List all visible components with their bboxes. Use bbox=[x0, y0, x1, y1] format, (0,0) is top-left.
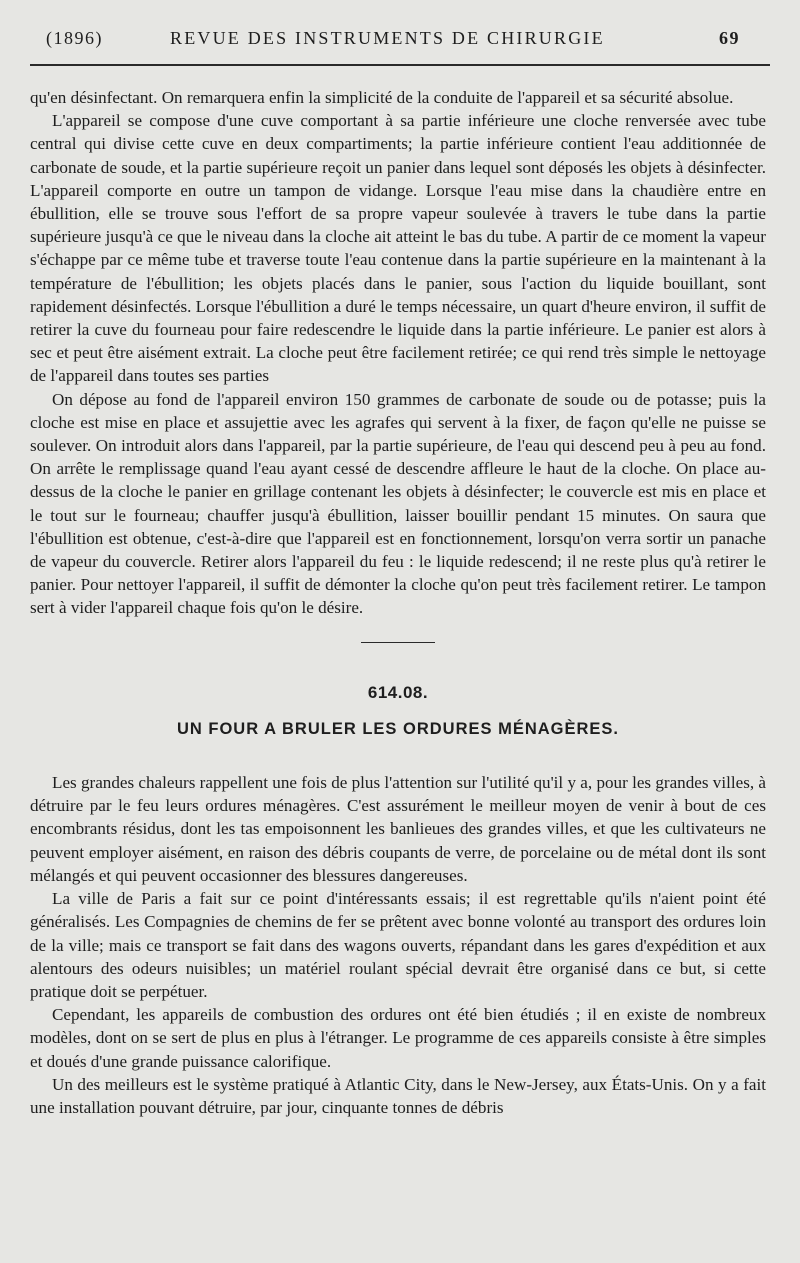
page-number: 69 bbox=[719, 28, 740, 48]
paragraph: L'appareil se compose d'une cuve comportant à sa partie inférieure une cloche renversée avec tube central qui divise cette cuve en deux compartiments; la partie inférieure contient l'eau additionnée de carbonate de soude, et la partie supérieure reçoit un panier dans lequel sont déposés les objets à désinfecter. L'appareil comporte en outre un tampon de vidange. Lorsque l'eau mise dans la chaudière entre en ébullition, elle se trouve sous l'effort de sa propre vapeur soulevée à travers le tube dans la partie supérieure jusqu'à ce que le niveau dans la cloche ait atteint le bas du tube. A partir de ce moment la vapeur s'échappe par ce même tube et traverse toute l'eau contenue dans la partie supérieure en la maintenant à la température de l'ébullition; les objets placés dans le panier, sous l'action du liquide bouillant, sont rapidement désinfectés. Lorsque l'ébullition a duré le temps nécessaire, un quart d'heure environ, il suffit de retirer la cuve du fourneau pour faire redescendre le liquide dans la partie inférieure. Le panier est alors à sec et peut être aisément extrait. La cloche peut être facilement retirée; ce qui rend très simple le nettoyage de l'appareil dans toutes ses parties bbox=[30, 111, 766, 386]
paragraph: Un des meilleurs est le système pratiqué à Atlantic City, dans le New-Jersey, aux États-Unis. On y a fait une installation pouvant détruire, par jour, cinquante tonnes de débris bbox=[30, 1074, 766, 1117]
section-title: UN FOUR A BRULER LES ORDURES MÉNAGÈRES. bbox=[176, 719, 620, 738]
paragraph: qu'en désinfectant. On remarquera enfin la simplicité de la conduite de l'appareil et sa sécurité absolue. bbox=[30, 88, 734, 107]
paragraph: Les grandes chaleurs rappellent une fois de plus l'attention sur l'utilité qu'il y a, pour les grandes villes, à détruire par le feu leurs ordures ménagères. C'est assurément le meilleur moyen de venir à bout de ces encombrants résidus, dont les tas empoisonnent les banlieues des grandes villes, et que les cultivateurs ne peuvent employer aisément, en raison des débris coupants de verre, de porcelaine ou de métal dont ils sont mélangés et qui peuvent occasionner des blessures dangereuses. bbox=[30, 773, 766, 885]
running-header bbox=[30, 22, 770, 58]
article-body bbox=[30, 86, 766, 1119]
header-year: (1896) bbox=[46, 28, 103, 48]
section-number: 614.08. bbox=[367, 682, 429, 702]
paragraph: Cependant, les appareils de combustion des ordures ont été bien étudiés ; il en existe de nombreux modèles, dont on se sert de plus en plus à l'étranger. Le programme de ces appareils consiste à être simples et doués d'une grande puissance calorifique. bbox=[30, 1005, 766, 1071]
header-rule bbox=[30, 64, 770, 66]
paragraph: La ville de Paris a fait sur ce point d'intéressants essais; il est regrettable qu'ils n'aient point été généralisés. Les Compagnies de chemins de fer se prêtent avec bonne volonté au transport des ordures loin de la ville; mais ce transport se fait dans des wagons ouverts, répandant dans les gares d'expédition et aux alentours des odeurs nuisibles; un matériel roulant spécial devrait être organisé dans ce but, si cette pratique doit se perpétuer. bbox=[30, 889, 766, 1001]
paragraph: On dépose au fond de l'appareil environ 150 grammes de carbonate de soude ou de potasse; puis la cloche est mise en place et assujettie avec les agrafes qui servent à la fixer, de façon qu'elle ne puisse se soulever. On introduit alors dans l'appareil, par la partie supérieure, de l'eau qui descend peu à peu au fond. On arrête le remplissage quand l'eau ayant cessé de descendre affleure le haut de la cloche. On place au-dessus de la cloche le panier en grillage contenant les objets à désinfecter; le couvercle est mis en place et le tout sur le fourneau; chauffer jusqu'à ébullition, laisser bouillir pendant 15 minutes. On saura que l'ébullition est obtenue, c'est-à-dire que l'appareil est en fonctionnement, lorsqu'on verra sortir un panache de vapeur du couvercle. Retirer alors l'appareil du feu : le liquide redescend; il ne reste plus qu'à retirer le panier. Pour nettoyer l'appareil, il suffit de démonter la cloche qu'on peut très facilement retirer. Le tampon sert à vider l'appareil chaque fois qu'on le désire. bbox=[30, 389, 766, 618]
header-title: REVUE DES INSTRUMENTS DE CHIRURGIE bbox=[170, 28, 605, 48]
section-divider bbox=[361, 642, 435, 643]
